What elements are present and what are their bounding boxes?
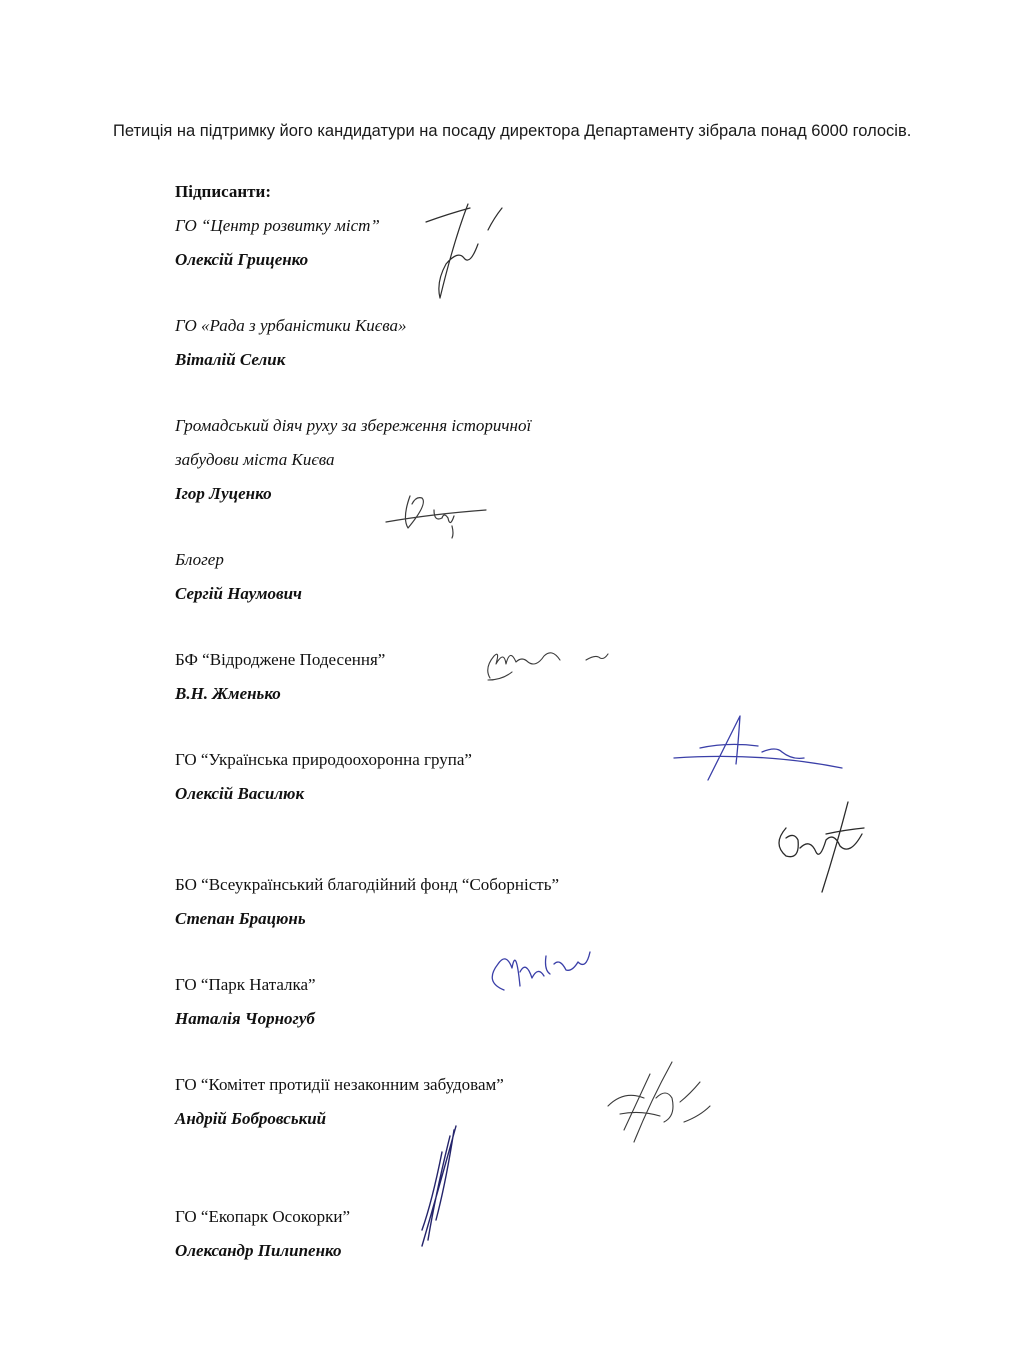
signatories-heading: Підписанти: <box>175 182 271 201</box>
signatory-org: ГО “Комітет протидії незаконним забудовам” <box>175 1075 504 1094</box>
signatory-name: Віталій Селик <box>175 350 286 369</box>
signatory-org-line: забудови міста Києва <box>175 450 335 469</box>
signatory-name: Олексій Василюк <box>175 784 305 803</box>
signatory-name: В.Н. Жменько <box>175 684 281 703</box>
signatory-org-line: Громадський діяч руху за збереження історичної <box>175 416 532 435</box>
signature-image <box>600 1058 712 1144</box>
signature-image <box>482 942 594 996</box>
intro-paragraph: Петиція на підтримку його кандидатури на посаду директора Департаменту зібрала понад 6000 голосів. <box>113 122 912 140</box>
signatory-name: Ігор Луценко <box>175 484 272 503</box>
signatory-org: ГО “Українська природоохоронна група” <box>175 750 472 769</box>
signatory-name: Андрій Бобровський <box>175 1109 327 1128</box>
signature-image <box>418 200 518 305</box>
signatory-name: Наталія Чорногуб <box>175 1009 315 1028</box>
signatory-org: ГО “Екопарк Осокорки” <box>175 1207 351 1226</box>
signatory-name: Олексій Гриценко <box>175 250 309 269</box>
signatory-name: Степан Брацюнь <box>175 909 306 928</box>
signatory-org: БО “Всеукраїнський благодійний фонд “Соборність” <box>175 875 560 894</box>
signatory-org: ГО “Центр розвитку міст” <box>175 216 380 235</box>
signatory-name: Олександр Пилипенко <box>175 1241 342 1260</box>
signatory-org: Блогер <box>175 550 224 569</box>
signature-image <box>770 798 870 896</box>
signature-image <box>672 712 844 786</box>
signature-image <box>382 488 490 540</box>
signatory-org: ГО “Парк Наталка” <box>175 975 316 994</box>
signatory-org: БФ “Відроджене Подесення” <box>175 650 386 669</box>
signatory-org: ГО «Рада з урбаністики Києва» <box>175 316 407 335</box>
signatory-name: Сергій Наумович <box>175 584 302 603</box>
signature-image <box>482 642 622 684</box>
signature-image <box>410 1122 466 1250</box>
